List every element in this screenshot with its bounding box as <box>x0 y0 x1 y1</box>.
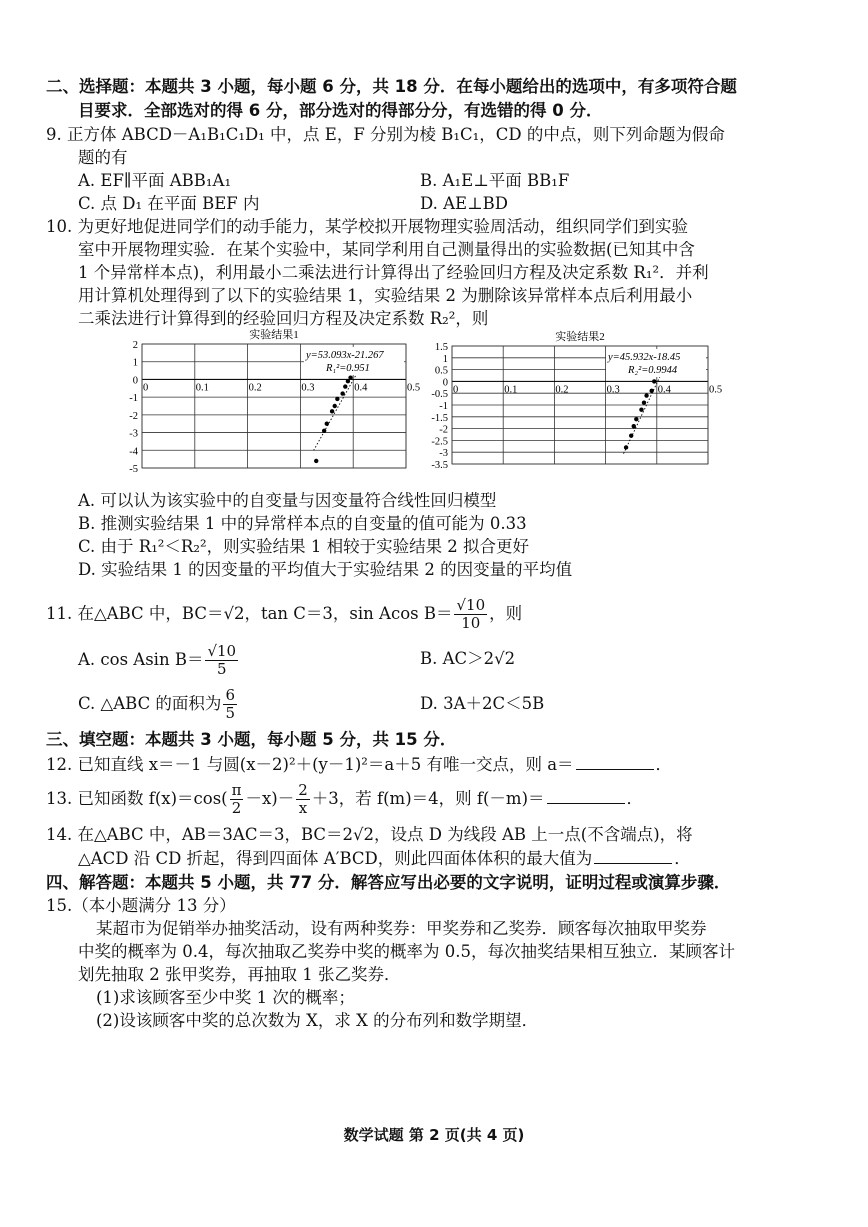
r-squared-label: R₁²=0.951 <box>326 363 370 374</box>
y-tick-label: -1.5 <box>431 412 448 424</box>
x-tick-label: 0.4 <box>354 382 368 394</box>
question-11-stem <box>46 596 522 632</box>
data-point <box>629 433 633 437</box>
x-tick-label: 0.1 <box>195 382 209 394</box>
data-point <box>314 459 318 463</box>
y-tick-label: -3 <box>129 428 138 440</box>
question-11-stem-text: 11. 在△ABC 中，BC＝√2，tan C＝3，sin Acos B＝ <box>46 604 453 623</box>
fraction-numerator: √10 <box>456 596 486 614</box>
question-12-end: ． <box>655 755 673 774</box>
fraction-denominator: 5 <box>225 704 235 722</box>
question-15-para-1: 某超市为促销举办抽奖活动，设有两种奖券：甲奖券和乙奖券．顾客每次抽取甲奖券 <box>96 919 707 938</box>
question-12 <box>46 754 672 776</box>
data-point <box>634 417 638 421</box>
trendline <box>314 366 362 451</box>
section-heading-fill-in: 三、填空题：本题共 3 小题，每小题 5 分，共 15 分． <box>46 730 457 749</box>
option-c-fraction <box>223 687 237 722</box>
data-point <box>343 384 347 388</box>
question-9-option-d: D. AE⊥BD <box>420 194 508 213</box>
option-a-fraction <box>205 643 238 678</box>
data-point <box>649 389 653 393</box>
x-tick-label: 0.3 <box>301 382 315 394</box>
scatter-chart-result-2 <box>420 326 723 476</box>
section-heading-solutions: 四、解答题：本题共 5 小题，共 77 分．解答应写出必要的文字说明，证明过程或演算步骤． <box>46 873 731 892</box>
question-9-option-c: C. 点 D₁ 在平面 BEF 内 <box>78 194 260 213</box>
question-10-option-b: B. 推测实验结果 1 中的异常样本点的自变量的值可能为 0.33 <box>78 514 527 533</box>
data-point <box>652 379 656 383</box>
y-tick-label: -5 <box>129 464 138 475</box>
question-15-subq-1: (1)求该顾客至少中奖 1 次的概率； <box>96 988 355 1007</box>
question-12-text: 12. 已知直线 x＝－1 与圆(x－2)²＋(y－1)²＝a＋5 有唯一交点，则 a＝ <box>46 755 574 774</box>
y-tick-label: 0 <box>442 377 448 389</box>
option-a-text: A. cos Asin B＝ <box>78 650 204 669</box>
data-point <box>632 424 636 428</box>
y-tick-label: -2 <box>129 410 138 422</box>
question-14-end: ． <box>674 849 691 868</box>
answer-blank[interactable] <box>547 789 625 804</box>
y-tick-label: -1 <box>129 393 138 405</box>
y-tick-label: -0.5 <box>431 389 448 401</box>
scatter-chart-result-1 <box>110 326 420 476</box>
fraction-denominator: x <box>298 799 308 817</box>
question-9-stem: 9. 正方体 ABCD－A₁B₁C₁D₁ 中，点 E，F 分别为棱 B₁C₁，CD 的中点，则下列命题为假命 <box>46 125 725 144</box>
question-14-text: △ACD 沿 CD 折起，得到四面体 A′BCD，则此四面体体积的最大值为 <box>78 849 593 868</box>
data-point <box>340 391 344 395</box>
y-tick-label: -2 <box>439 424 448 436</box>
y-tick-label: 0.5 <box>434 365 448 377</box>
y-tick-label: 1 <box>132 357 138 369</box>
fraction-numerator: √10 <box>207 642 237 660</box>
y-tick-label: -3.5 <box>431 460 448 471</box>
y-tick-label: 2 <box>132 340 138 351</box>
chart-title: 实验结果1 <box>249 329 299 341</box>
question-10-stem-3: 1 个异常样本点)，利用最小二乘法进行计算得出了经验回归方程及决定系数 R₁²．并利 <box>78 263 709 282</box>
question-13-text: 13. 已知函数 f(x)＝cos( <box>46 789 228 808</box>
data-point <box>624 445 628 449</box>
answer-blank[interactable] <box>594 849 672 864</box>
question-11-option-a <box>78 642 240 678</box>
fraction-2-over-x <box>296 782 310 817</box>
data-point <box>642 400 646 404</box>
data-point <box>348 375 352 379</box>
option-c-text: C. △ABC 的面积为 <box>78 694 222 713</box>
data-point <box>639 408 643 412</box>
y-tick-label: 0 <box>132 375 138 387</box>
regression-equation: y=53.093x-21.267 <box>306 350 384 361</box>
data-point <box>333 404 337 408</box>
question-11-fraction <box>454 597 487 632</box>
section-heading-multiple-choice: 二、选择题：本题共 3 小题，每小题 6 分，共 18 分．在每小题给出的选项中，有多项符合题 <box>46 77 737 96</box>
fraction-denominator: 5 <box>217 660 227 678</box>
data-point <box>322 429 326 433</box>
data-point <box>335 397 339 401</box>
x-tick-label: 0.3 <box>606 384 620 396</box>
question-9-option-a: A. EF∥平面 ABB₁A₁ <box>78 171 232 190</box>
question-10-stem: 10. 为更好地促进同学们的动手能力，某学校拟开展物理实验周活动，组织同学们到实验 <box>46 217 688 236</box>
fraction-numerator: 6 <box>225 686 235 704</box>
question-13-end: ． <box>626 789 644 808</box>
section-heading-multiple-choice-cont: 目要求．全部选对的得 6 分，部分选对的得部分分，有选错的得 0 分． <box>78 101 603 120</box>
question-9-stem-cont: 题的有 <box>78 148 128 167</box>
data-point <box>644 393 648 397</box>
y-tick-label: 1.5 <box>434 342 448 353</box>
chart-title: 实验结果2 <box>555 331 605 343</box>
fraction-denominator: 2 <box>231 799 242 817</box>
data-point <box>330 409 334 413</box>
question-9-option-b: B. A₁E⊥平面 BB₁F <box>420 171 570 190</box>
fraction-pi-over-2 <box>230 782 244 817</box>
question-15-para-2: 中奖的概率为 0.4，每次抽取乙奖券中奖的概率为 0.5，每次抽奖结果相互独立．某顾客计 <box>78 942 735 961</box>
question-10-stem-5: 二乘法进行计算得到的经验回归方程及决定系数 R₂²，则 <box>78 309 489 328</box>
x-tick-label: 0 <box>453 384 459 396</box>
question-10-option-d: D. 实验结果 1 的因变量的平均值大于实验结果 2 的因变量的平均值 <box>78 560 573 579</box>
x-tick-label: 0 <box>143 382 149 394</box>
question-10-stem-4: 用计算机处理得到了以下的实验结果 1，实验结果 2 为删除该异常样本点后利用最小 <box>78 286 693 305</box>
data-point <box>325 422 329 426</box>
y-tick-label: -4 <box>129 446 138 458</box>
x-tick-label: 0.5 <box>407 382 421 394</box>
y-tick-label: -1 <box>439 401 448 412</box>
question-11-stem-end: ，则 <box>489 604 523 623</box>
question-10-stem-2: 室中开展物理实验．在某个实验中，某同学利用自己测量得出的实验数据(已知其中含 <box>78 240 695 259</box>
question-14-stem: 14. 在△ABC 中，AB＝3AC＝3，BC＝2√2，设点 D 为线段 AB 上一点(不含端点)，将 <box>46 825 693 844</box>
fraction-numerator: π <box>231 781 242 799</box>
fraction-denominator: 10 <box>461 614 481 632</box>
question-15-header: 15.（本小题满分 13 分） <box>46 896 236 915</box>
x-tick-label: 0.2 <box>248 382 262 394</box>
question-15-subq-2: (2)设该顾客中奖的总次数为 X，求 X 的分布列和数学期望． <box>96 1011 539 1030</box>
answer-blank[interactable] <box>576 755 654 770</box>
fraction-numerator: 2 <box>298 781 308 799</box>
question-15-para-3: 划先抽取 2 张甲奖券，再抽取 1 张乙奖券． <box>78 965 401 984</box>
x-tick-label: 0.1 <box>504 384 518 396</box>
question-11-option-d: D. 3A＋2C＜5B <box>420 694 545 713</box>
x-tick-label: 0.2 <box>555 384 569 396</box>
question-11-option-c <box>78 686 239 722</box>
y-tick-label: 1 <box>442 353 448 365</box>
question-10-option-c: C. 由于 R₁²＜R₂²，则实验结果 1 相较于实验结果 2 拟合更好 <box>78 537 530 556</box>
question-11-option-b: B. AC＞2√2 <box>420 649 516 668</box>
data-point <box>346 379 350 383</box>
x-tick-label: 0.5 <box>709 384 723 396</box>
regression-equation: y=45.932x-18.45 <box>608 352 681 363</box>
question-14-stem-cont <box>78 848 691 870</box>
r-squared-label: R₂²=0.9944 <box>628 365 678 376</box>
page-footer: 数学试题 第 2 页(共 4 页) <box>343 1126 525 1144</box>
question-13-post: ＋3，若 f(m)＝4，则 f(－m)＝ <box>311 789 545 808</box>
question-13 <box>46 780 643 818</box>
y-tick-label: -2.5 <box>431 436 448 448</box>
x-tick-label: 0.4 <box>657 384 671 396</box>
y-tick-label: -3 <box>439 448 448 460</box>
question-13-mid: －x)－ <box>245 789 295 808</box>
question-10-option-a: A. 可以认为该实验中的自变量与因变量符合线性回归模型 <box>78 491 497 510</box>
